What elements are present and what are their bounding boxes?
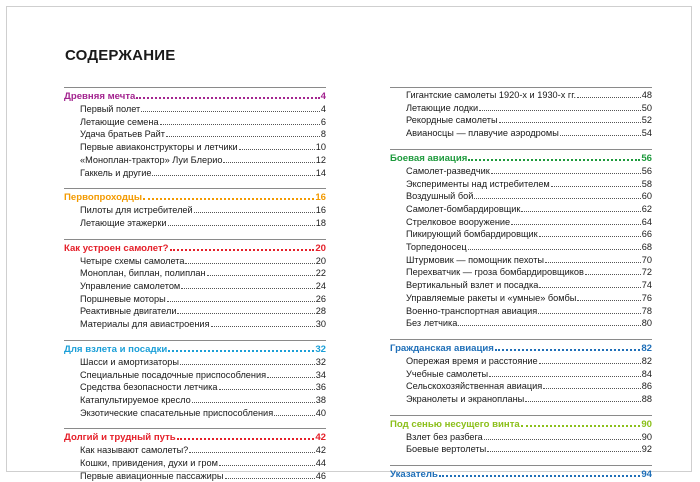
toc-entry-page: 50 (641, 102, 652, 113)
toc-entry-title: Опережая время и расстояние (406, 355, 538, 366)
section-gap (390, 406, 652, 415)
toc-entry-page: 42 (315, 445, 326, 456)
toc-entry[interactable] (390, 266, 652, 279)
toc-entry-title: Кошки, привидения, духи и гром (80, 458, 218, 469)
toc-entry[interactable] (64, 407, 326, 420)
toc-entry[interactable] (390, 443, 652, 456)
toc-entry-title: Управление самолетом (80, 281, 181, 292)
toc-entry-page: 56 (641, 165, 652, 176)
toc-entry-page: 16 (315, 205, 326, 216)
dot-leader (538, 305, 640, 314)
toc-entry[interactable] (64, 356, 326, 369)
section-heading-page: 32 (315, 343, 326, 355)
toc-entry-title: Воздушный бой (406, 191, 474, 202)
toc-entry-page: 28 (315, 306, 326, 317)
toc-entry[interactable] (64, 255, 326, 268)
toc-entry-title: Экзотические спасательные приспособления (80, 407, 274, 418)
toc-entry-title: Летающие лодки (406, 102, 479, 113)
dot-leader (219, 381, 315, 390)
toc-entry[interactable] (390, 127, 652, 140)
toc-section (390, 406, 652, 456)
toc-entry[interactable] (64, 116, 326, 129)
toc-entry-page: 60 (641, 191, 652, 202)
toc-entry-page: 30 (315, 319, 326, 330)
toc-entry-page: 22 (315, 268, 326, 279)
toc-entry[interactable] (390, 241, 652, 254)
toc-column-right (390, 87, 652, 481)
toc-entry-page: 40 (315, 407, 326, 418)
dot-leader (166, 128, 320, 137)
dot-leader (219, 457, 315, 466)
toc-entry-title: Военно-транспортная авиация (406, 305, 538, 316)
toc-entry-title: Как называют самолеты? (80, 445, 189, 456)
toc-entry-title: Удача братьев Райт (80, 129, 165, 140)
toc-entry-page: 64 (641, 216, 652, 227)
dot-leader (211, 318, 315, 327)
toc-section (64, 179, 326, 229)
dot-leader (152, 167, 314, 176)
toc-entry-page: 72 (641, 267, 652, 278)
section-gap (64, 419, 326, 428)
toc-entry[interactable] (390, 165, 652, 178)
toc-entry-title: Без летчика (406, 318, 458, 329)
section-heading-page: 42 (315, 432, 326, 444)
toc-entry-title: Летающие семена (80, 116, 159, 127)
dot-leader (539, 228, 641, 237)
toc-entry-page: 80 (641, 318, 652, 329)
toc-entry[interactable] (390, 368, 652, 381)
section-heading[interactable] (390, 152, 652, 165)
section-heading[interactable] (64, 343, 326, 356)
section-heading-title: Первопроходцы (64, 192, 143, 204)
toc-entry[interactable] (64, 470, 326, 482)
section-divider (64, 188, 326, 189)
toc-entry-page: 68 (641, 242, 652, 253)
toc-entry-title: Рекордные самолеты (406, 115, 498, 126)
section-heading-title: Гражданская авиация (390, 342, 494, 354)
section-divider (390, 149, 652, 150)
dot-leader (170, 242, 315, 251)
toc-entry-title: Штурмовик — помощник пехоты (406, 254, 545, 265)
toc-entry-title: Взлет без разбега (406, 431, 483, 442)
section-heading[interactable] (390, 468, 652, 481)
toc-entry-page: 54 (641, 128, 652, 139)
section-divider (390, 465, 652, 466)
toc-entry[interactable] (390, 292, 652, 305)
toc-entry-title: Перехватчик — гроза бомбардировщиков (406, 267, 584, 278)
dot-leader (539, 355, 641, 364)
dot-leader (484, 431, 641, 440)
section-gap (390, 330, 652, 339)
toc-entry-page: 86 (641, 381, 652, 392)
toc-entry-title: Самолет-бомбардировщик (406, 203, 521, 214)
dot-leader (180, 356, 315, 365)
toc-entry-page: 52 (641, 115, 652, 126)
toc-entry-title: Средства безопасности летчика (80, 382, 218, 393)
dot-leader (585, 266, 641, 275)
section-gap (64, 179, 326, 188)
dot-leader (207, 267, 315, 276)
dot-leader (521, 418, 641, 427)
toc-entry-title: Реактивные двигатели (80, 306, 177, 317)
toc-entry[interactable] (390, 355, 652, 368)
dot-leader (545, 254, 641, 263)
section-heading[interactable] (64, 431, 326, 444)
toc-entry[interactable] (390, 89, 652, 102)
toc-entry-page: 12 (315, 154, 326, 165)
section-heading-title: Боевая авиация (390, 152, 468, 164)
dot-leader (143, 191, 314, 200)
section-heading-page: 20 (315, 242, 326, 254)
dot-leader (168, 343, 314, 352)
toc-entry-page: 66 (641, 229, 652, 240)
toc-entry-page: 32 (315, 356, 326, 367)
section-divider (390, 339, 652, 340)
toc-entry[interactable] (390, 279, 652, 292)
toc-entry-title: Катапультируемое кресло (80, 394, 191, 405)
toc-entry[interactable] (64, 280, 326, 293)
toc-entry[interactable] (64, 444, 326, 457)
toc-entry-page: 8 (320, 129, 326, 140)
toc-entry[interactable] (390, 178, 652, 191)
toc-entry[interactable] (64, 457, 326, 470)
dot-leader (225, 470, 315, 479)
section-gap (64, 331, 326, 340)
toc-section (390, 140, 652, 330)
toc-entry[interactable] (64, 267, 326, 280)
toc-entry[interactable] (64, 103, 326, 116)
toc-section (64, 230, 326, 331)
toc-entry-page: 90 (641, 431, 652, 442)
dot-leader (560, 127, 641, 136)
dot-leader (468, 241, 641, 250)
book-page (6, 6, 692, 481)
toc-section (64, 331, 326, 420)
toc-entry[interactable] (390, 203, 652, 216)
dot-leader (487, 443, 641, 452)
section-divider (64, 428, 326, 429)
toc-entry-title: Вертикальный взлет и посадка (406, 280, 539, 291)
toc-entry[interactable] (64, 167, 326, 180)
toc-section (64, 419, 326, 482)
toc-entry-title: Летающие этажерки (80, 217, 167, 228)
dot-leader (489, 368, 641, 377)
toc-entry-title: Гаккель и другие (80, 167, 152, 178)
toc-entry-page: 4 (320, 104, 326, 114)
toc-entry[interactable] (64, 394, 326, 407)
section-heading[interactable] (64, 90, 326, 103)
toc-entry-title: Шасси и амортизаторы (80, 356, 179, 367)
dot-leader (577, 292, 640, 301)
dot-leader (551, 178, 641, 187)
toc-entry[interactable] (390, 393, 652, 406)
toc-entry-title: Самолет-разведчик (406, 165, 490, 176)
toc-entry-title: Эксперименты над истребителем (406, 178, 550, 189)
section-heading-page: 56 (641, 152, 652, 164)
section-heading-title: Древняя мечта (64, 91, 136, 102)
toc-entry[interactable] (390, 380, 652, 393)
dot-leader (479, 102, 641, 111)
toc-entry-title: Пилоты для истребителей (80, 205, 193, 216)
section-heading[interactable] (64, 242, 326, 255)
dot-leader (511, 216, 641, 225)
toc-entry-title: Поршневые моторы (80, 293, 166, 304)
toc-entry[interactable] (64, 154, 326, 167)
section-heading-page: 82 (641, 342, 652, 354)
dot-leader (495, 342, 640, 351)
section-heading-page: 94 (641, 469, 652, 481)
toc-entry[interactable] (390, 254, 652, 267)
toc-entry-title: Стрелковое вооружение (406, 216, 511, 227)
toc-column-left (64, 87, 326, 482)
dot-leader (577, 89, 641, 98)
dot-leader (499, 114, 641, 123)
toc-entry-page: 48 (641, 90, 652, 100)
toc-entry-page: 88 (641, 394, 652, 405)
toc-entry-title: Первые авиаконструкторы и летчики (80, 142, 238, 153)
toc-entry-page: 14 (315, 167, 326, 178)
section-heading-page: 16 (315, 192, 326, 204)
toc-entry-title: Учебные самолеты (406, 368, 489, 379)
toc-entry-title: Четыре схемы самолета (80, 255, 185, 266)
toc-entry-page: 24 (315, 281, 326, 292)
toc-entry[interactable] (64, 369, 326, 382)
toc-entry[interactable] (64, 381, 326, 394)
section-divider (390, 415, 652, 416)
toc-entry-title: Первый полет (80, 104, 141, 114)
toc-entry-page: 82 (641, 355, 652, 366)
toc-entry-title: Моноплан, биплан, полиплан (80, 268, 206, 279)
toc-entry-title: Сельскохозяйственная авиация (406, 381, 543, 392)
toc-entry-page: 44 (315, 458, 326, 469)
dot-leader (181, 280, 315, 289)
toc-entry-title: Материалы для авиастроения (80, 319, 210, 330)
page-title: СОДЕРЖАНИЕ (65, 47, 176, 64)
section-heading-title: Под сенью несущего винта (390, 418, 520, 430)
section-divider (64, 239, 326, 240)
toc-entry[interactable] (64, 318, 326, 331)
toc-entry-page: 76 (641, 292, 652, 303)
toc-entry-page: 46 (315, 470, 326, 481)
section-gap (64, 230, 326, 239)
dot-leader (439, 468, 640, 477)
toc-entry-title: «Моноплан-трактор» Луи Блерио (80, 154, 223, 165)
toc-entry-page: 34 (315, 369, 326, 380)
toc-entry[interactable] (64, 128, 326, 141)
toc-entry-title: Первые авиационные пассажиры (80, 470, 224, 481)
section-heading[interactable] (64, 191, 326, 204)
dot-leader (177, 431, 315, 440)
toc-entry[interactable] (390, 317, 652, 330)
toc-entry-page: 26 (315, 293, 326, 304)
section-heading-title: Как устроен самолет? (64, 242, 169, 254)
toc-entry[interactable] (390, 102, 652, 115)
toc-entry-title: Управляемые ракеты и «умные» бомбы (406, 292, 577, 303)
toc-entry-page: 10 (315, 142, 326, 153)
dot-leader (267, 369, 315, 378)
toc-entry-title: Боевые вертолеты (406, 444, 487, 455)
toc-entry-title: Специальные посадочные приспособления (80, 369, 267, 380)
toc-entry-title: Торпедоносец (406, 242, 467, 253)
dot-leader (274, 407, 315, 416)
toc-entry[interactable] (390, 216, 652, 229)
toc-entry-page: 36 (315, 382, 326, 393)
toc-entry[interactable] (64, 141, 326, 154)
toc-entry[interactable] (64, 217, 326, 230)
toc-entry-page: 62 (641, 203, 652, 214)
toc-entry[interactable] (390, 305, 652, 318)
dot-leader (168, 217, 315, 226)
dot-leader (160, 116, 320, 125)
toc-entry-page: 6 (320, 116, 326, 127)
dot-leader (539, 279, 640, 288)
toc-entry[interactable] (390, 190, 652, 203)
dot-leader (468, 152, 640, 161)
toc-entry-page: 74 (641, 280, 652, 291)
section-heading[interactable] (390, 342, 652, 355)
dot-leader (491, 165, 641, 174)
toc-entry[interactable] (64, 204, 326, 217)
dot-leader (239, 141, 315, 150)
dot-leader (141, 103, 320, 112)
section-heading-title: Долгий и трудный путь (64, 432, 176, 444)
toc-entry-title: Гигантские самолеты 1920-х и 1930-х гг. (406, 90, 576, 100)
toc-entry[interactable] (64, 305, 326, 318)
toc-entry[interactable] (390, 228, 652, 241)
toc-entry-page: 84 (641, 368, 652, 379)
section-heading-page: 90 (641, 418, 652, 430)
toc-section (64, 87, 326, 179)
section-gap (390, 140, 652, 149)
toc-entry-page: 38 (315, 394, 326, 405)
toc-section (390, 87, 652, 140)
dot-leader (543, 380, 641, 389)
section-divider (64, 340, 326, 341)
dot-leader (177, 305, 314, 314)
toc-entry-page: 20 (315, 255, 326, 266)
toc-entry[interactable] (390, 114, 652, 127)
dot-leader (521, 203, 640, 212)
toc-entry-page: 58 (641, 178, 652, 189)
dot-leader (167, 293, 315, 302)
section-heading[interactable] (390, 418, 652, 431)
toc-entry-title: Авианосцы — плавучие аэродромы (406, 128, 559, 139)
section-heading-title: Указатель (390, 469, 438, 481)
dot-leader (474, 190, 640, 199)
toc-entry-page: 18 (315, 217, 326, 228)
dot-leader (194, 204, 315, 213)
section-divider (64, 87, 326, 88)
toc-entry-title: Пикирующий бомбардировщик (406, 229, 538, 240)
dot-leader (136, 90, 319, 99)
toc-entry[interactable] (390, 431, 652, 444)
toc-section (390, 456, 652, 481)
dot-leader (192, 394, 315, 403)
toc-entry-page: 92 (641, 444, 652, 455)
dot-leader (458, 317, 640, 326)
toc-entry-page: 78 (641, 305, 652, 316)
section-heading-title: Для взлета и посадки (64, 343, 168, 355)
toc-section (390, 330, 652, 406)
toc-entry-title: Экранолеты и экранопланы (406, 394, 525, 405)
dot-leader (525, 393, 640, 402)
toc-entry-page: 70 (641, 254, 652, 265)
toc-entry[interactable] (64, 293, 326, 306)
dot-leader (185, 255, 314, 264)
section-heading-page: 4 (320, 91, 326, 102)
dot-leader (189, 444, 314, 453)
section-gap (390, 456, 652, 465)
dot-leader (223, 154, 314, 163)
